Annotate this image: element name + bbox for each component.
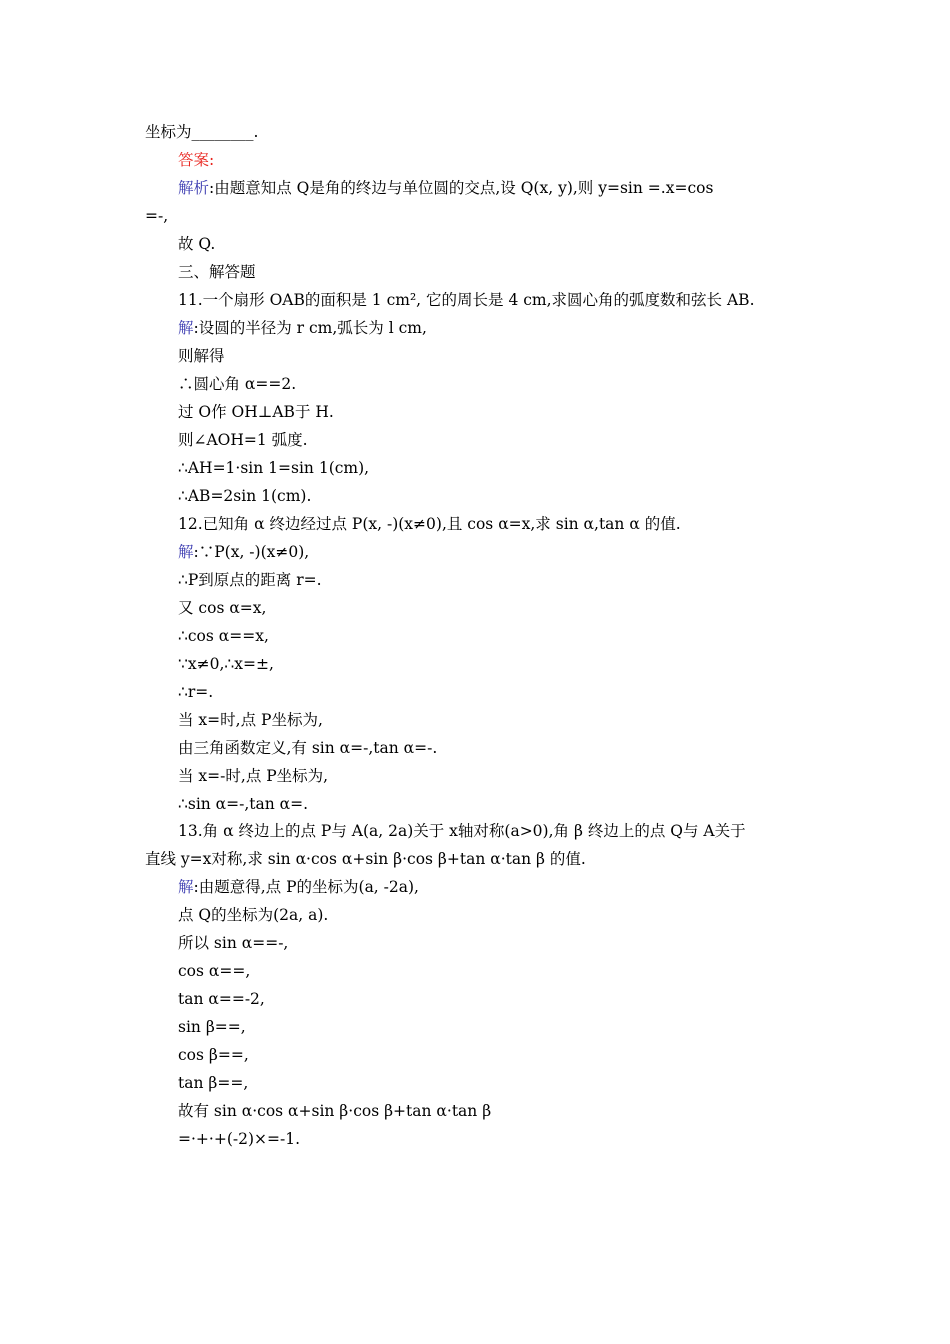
text-line: ∴sin α=-,tan α=. [178,795,309,813]
text-line: ∴AH=1·sin 1=sin 1(cm), [178,459,370,477]
text-line: 点 Q的坐标为(2a, a). [178,906,329,924]
problem-11: 11.一个扇形 OAB的面积是 1 cm², 它的周长是 4 cm,求圆心角的弧度数和弦长 AB. [178,291,755,309]
analysis-line: 解析:由题意知点 Q是角的终边与单位圆的交点,设 Q(x, y),则 y=sin =.x=cos [178,179,714,197]
text-line: 所以 sin α==-, [178,934,289,952]
text-line: 直线 y=x对称,求 sin α·cos α+sin β·cos β+tan α·tan β 的值. [145,850,586,868]
text-line: ∴圆心角 α==2. [178,375,297,393]
text-line: =·+·+(-2)×=-1. [178,1130,301,1148]
text-line: 又 cos α=x, [178,599,267,617]
text-line: sin β==, [178,1018,246,1036]
solution-label: 解 [178,543,194,561]
text-line: 故有 sin α·cos α+sin β·cos β+tan α·tan β [178,1102,492,1120]
text-line: ∴cos α==x, [178,627,269,645]
problem-12: 12.已知角 α 终边经过点 P(x, -)(x≠0),且 cos α=x,求 sin α,tan α 的值. [178,515,681,533]
text-line: ∵x≠0,∴x=±, [178,655,274,673]
text-line: 当 x=-时,点 P坐标为, [178,767,329,785]
text-line: ∴r=. [178,683,214,701]
text-line: 当 x=时,点 P坐标为, [178,711,323,729]
text-line: tan β==, [178,1074,249,1092]
text-line: 则∠AOH=1 弧度. [178,431,308,449]
text-line: =-, [145,207,169,225]
solution-line: 解:设圆的半径为 r cm,弧长为 l cm, [178,319,427,337]
answer-line [178,150,214,170]
text-line: cos α==, [178,962,251,980]
text-line: cos β==, [178,1046,249,1064]
solution-label: 解 [178,878,194,896]
text-line: 则解得 [178,347,225,365]
analysis-label: 解析 [178,179,210,197]
text-line: tan α==-2, [178,990,265,1008]
text-line: 坐标为________. [145,123,259,141]
problem-13: 13.角 α 终边上的点 P与 A(a, 2a)关于 x轴对称(a>0),角 β 终边上的点 Q与 A关于 [178,822,746,840]
answer-label: 答案: [178,151,215,169]
solution-line: 解:∵P(x, -)(x≠0), [178,543,310,561]
text-line: ∴AB=2sin 1(cm). [178,487,312,505]
text-line: 由三角函数定义,有 sin α=-,tan α=-. [178,739,438,757]
solution-line: 解:由题意得,点 P的坐标为(a, -2a), [178,878,419,896]
section-heading: 三、解答题 [178,263,256,281]
solution-label: 解 [178,319,194,337]
text-line: ∴P到原点的距离 r=. [178,571,322,589]
text-line: 故 Q. [178,235,216,253]
text-line: 过 O作 OH⊥AB于 H. [178,403,334,421]
